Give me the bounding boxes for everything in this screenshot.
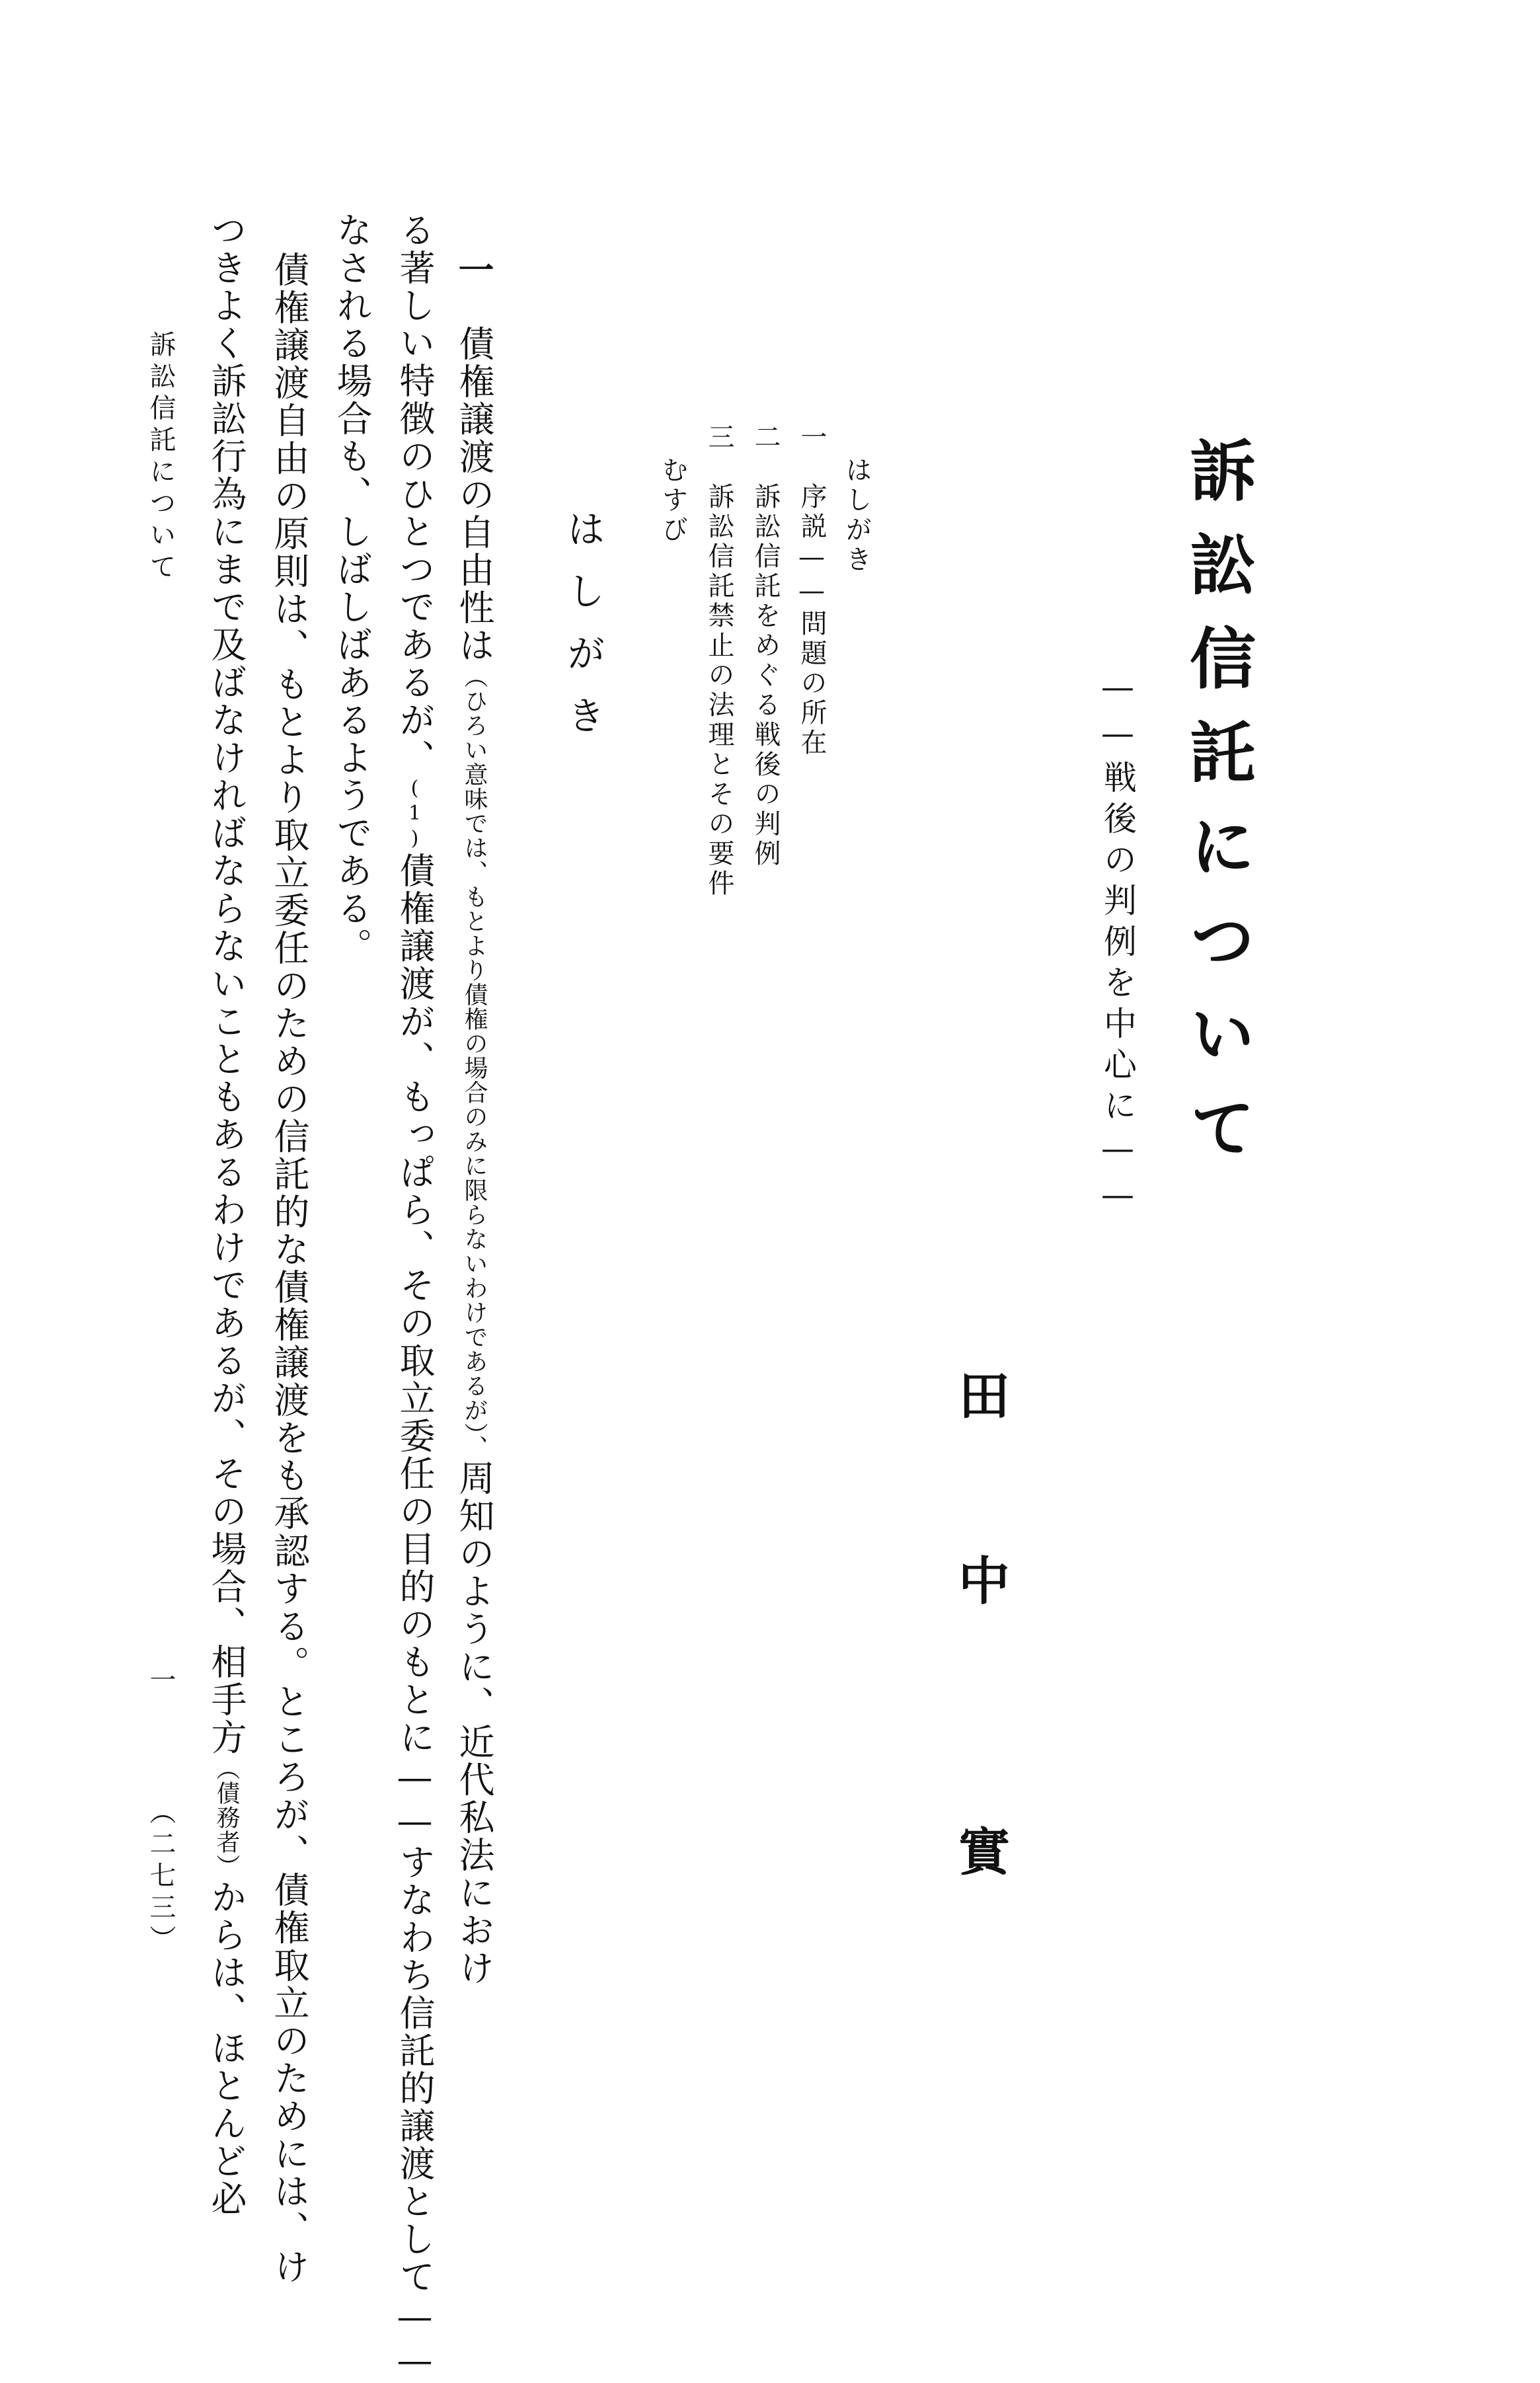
toc-item-musubi: むすび [658,456,688,545]
author-char-1: 田 [958,1366,1011,1426]
page-number: 一 [145,1666,176,1698]
body-line-1 [453,251,495,1987]
body-line-5 [206,212,247,2218]
article-title: 訴訟信託について [1178,436,1256,1187]
author-char-3: 實 [958,1822,1011,1883]
section-heading: はしがき [560,509,605,758]
body-text: 債権譲渡が、もっぱら、その取立委任の目的のもとに——すなわち信託的譲渡として—— [394,852,436,2383]
author-char-2: 中 [958,1551,1011,1612]
toc-item-3: 三 訴訟信託禁止の法理とその要件 [704,423,734,899]
section-marker: 一 [453,251,495,289]
toc-item-1: 一 序説——問題の所在 [796,423,827,758]
body-line-2 [394,212,436,2383]
body-text: 周知のように、近代私法におけ [453,1460,495,1987]
parenthetical-note: （債務者） [213,1756,240,1879]
footnote-reference: (1) [403,777,426,852]
body-line-3: なされる場合も、しばしばあるようである。 [331,212,373,965]
body-text: る著しい特徴のひとつであるが、 [394,212,436,777]
toc-item-hashigaki: はしがき [841,456,872,575]
body-text: 債権譲渡の自由性は [453,325,495,664]
body-text: からは、ほとんど必 [206,1879,247,2218]
body-text: つきよく訴訟行為にまで及ばなければならないこともあるわけであるが、その場合、相手方 [206,212,247,1756]
toc-item-2: 二 訴訟信託をめぐる戦後の判例 [750,423,781,869]
serial-page-number: （二七三） [145,1798,176,1957]
body-line-4: 債権譲渡自由の原則は、もとより取立委任のための信託的な債権譲渡をも承認する。ところが、債権取立のためには、け [268,251,310,2286]
parenthetical-note: （ひろい意味では、もとより債権の場合のみに限らないわけであるが）、 [461,664,488,1460]
running-title: 訴訟信託について [145,331,176,584]
article-subtitle: ——戦後の判例を中心に—— [1098,668,1137,1222]
